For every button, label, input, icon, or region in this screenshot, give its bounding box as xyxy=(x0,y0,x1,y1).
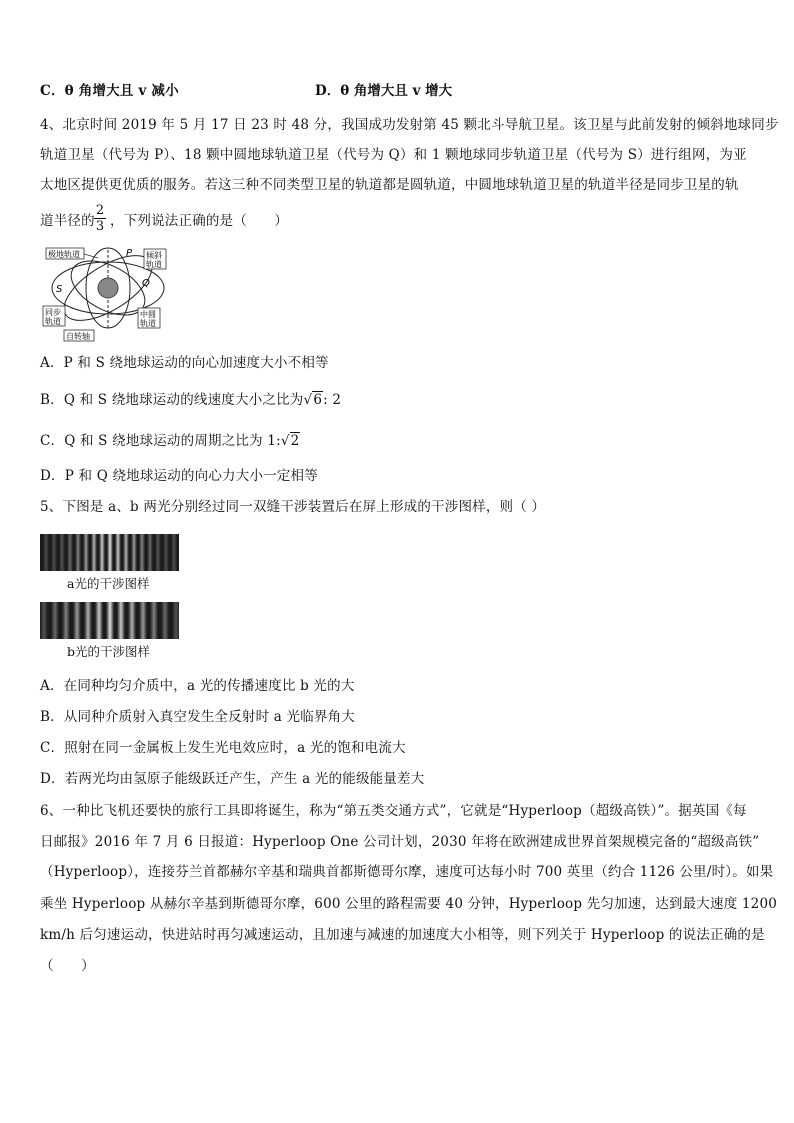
fraction-denominator: 3 xyxy=(95,219,105,234)
q5-option-c: C．照射在同一金属板上发生光电效应时，a 光的饱和电流大 xyxy=(40,740,406,756)
q4-option-b xyxy=(40,391,341,409)
bright-fringe xyxy=(40,602,48,639)
label-inclined-2: 轨道 xyxy=(146,260,162,269)
q4-option-b-ratio: : 2 xyxy=(323,392,342,408)
q6-stem-line-4: 乘坐 Hyperloop 从赫尔辛基到斯德哥尔摩，600 公里的路程需要 40 分钟，Hyperloop 先匀加速，达到最大速度 1200 xyxy=(40,896,778,912)
q4-option-c xyxy=(40,432,300,450)
label-inclined-1: 倾斜 xyxy=(146,251,162,260)
bright-fringe xyxy=(91,534,97,571)
q4-stem-line-2: 轨道卫星（代号为 P）、18 颗中圆地球轨道卫星（代号为 Q）和 1 颗地球同步轨道卫星（代号为 S）进行组网，为亚 xyxy=(40,147,747,163)
bright-fringe xyxy=(172,602,180,639)
bright-fringe xyxy=(106,602,114,639)
q5-stem: 5、下图是 a、b 两光分别经过同一双缝干涉装置后在屏上形成的干涉图样，则（ ） xyxy=(40,499,546,515)
sqrt-six-radicand: 6 xyxy=(313,392,323,408)
bright-fringe xyxy=(163,534,169,571)
bright-fringe xyxy=(150,602,158,639)
bright-fringe xyxy=(51,534,57,571)
label-p: P xyxy=(126,248,133,259)
label-q: Q xyxy=(142,278,150,289)
bright-fringe xyxy=(75,534,81,571)
bright-fringe xyxy=(128,602,136,639)
caption-a: a光的干涉图样 xyxy=(67,576,150,591)
interference-pattern-b xyxy=(40,602,179,639)
sqrt-two: √2 xyxy=(280,433,300,449)
label-mid-2: 轨道 xyxy=(140,319,156,328)
bright-fringe xyxy=(147,534,153,571)
bright-fringe xyxy=(131,534,137,571)
bright-fringe xyxy=(67,534,73,571)
bright-fringe xyxy=(59,534,65,571)
q3-option-d: D．θ 角增大且 v 增大 xyxy=(315,83,453,99)
label-sync-2: 轨道 xyxy=(45,317,61,326)
q4-option-d: D．P 和 Q 绕地球运动的向心力大小一定相等 xyxy=(40,468,318,484)
bright-fringe xyxy=(139,534,145,571)
q6-stem-line-1: 6、一种比飞机还要快的旅行工具即将诞生，称为“第五类交通方式”，它就是“Hyperloop（超级高铁）”。据英国《每 xyxy=(40,803,747,819)
q4-stem-line-4a: 道半径的 xyxy=(40,213,95,229)
bright-fringe xyxy=(161,602,169,639)
bright-fringe xyxy=(95,602,103,639)
earth xyxy=(98,278,118,298)
bright-fringe xyxy=(107,534,113,571)
bright-fringe xyxy=(155,534,161,571)
bright-fringe xyxy=(115,534,121,571)
q5-option-d: D．若两光均由氢原子能级跃迁产生，产生 a 光的能级能量差大 xyxy=(40,771,425,787)
sqrt-two-radicand: 2 xyxy=(290,433,300,449)
interference-pattern-a xyxy=(40,534,179,571)
caption-b: b光的干涉图样 xyxy=(67,644,151,659)
label-mid-1: 中圆 xyxy=(140,310,156,319)
q4-option-b-text: B．Q 和 S 绕地球运动的线速度大小之比为 xyxy=(40,392,304,408)
q4-stem-line-3: 太地区提供更优质的服务。若这三种不同类型卫星的轨道都是圆轨道，中圆地球轨道卫星的轨道半径是同步卫星的轨 xyxy=(40,177,739,193)
bright-fringe xyxy=(117,602,125,639)
bright-fringe xyxy=(51,602,59,639)
q4-stem-line-4b: ，下列说法正确的是（ ） xyxy=(110,213,289,229)
q4-option-c-text: C．Q 和 S 绕地球运动的周期之比为 1: xyxy=(40,433,281,449)
bright-fringe xyxy=(83,534,89,571)
label-sync-1: 同步 xyxy=(45,308,61,317)
bright-fringe xyxy=(43,534,49,571)
bright-fringe xyxy=(99,534,105,571)
label-polar-orbit: 极地轨道 xyxy=(48,250,80,259)
q6-stem-line-5: km/h 后匀速运动，快进站时再匀减速运动，且加速与减速的加速度大小相等，则下列关于 Hyperloop 的说法正确的是 xyxy=(40,927,765,943)
bright-fringe xyxy=(62,602,70,639)
q5-option-a: A．在同种均匀介质中，a 光的传播速度比 b 光的大 xyxy=(40,678,355,694)
sqrt-six: √6 xyxy=(303,392,323,408)
q6-stem-line-3: （Hyperloop），连接芬兰首都赫尔辛基和瑞典首都斯德哥尔摩，速度可达每小时 700 英里（约合 1126 公里/时）。如果 xyxy=(40,864,774,880)
bright-fringe xyxy=(84,602,92,639)
q4-option-a: A．P 和 S 绕地球运动的向心加速度大小不相等 xyxy=(40,355,329,371)
label-s: S xyxy=(56,284,63,295)
bright-fringe xyxy=(73,602,81,639)
q3-option-c: C．θ 角增大且 v 减小 xyxy=(40,83,179,99)
q6-stem-line-6: （ ） xyxy=(40,958,95,974)
bright-fringe xyxy=(171,534,177,571)
bright-fringe xyxy=(139,602,147,639)
q5-option-b: B．从同种介质射入真空发生全反射时 a 光临界角大 xyxy=(40,709,356,725)
fraction-numerator: 2 xyxy=(95,203,105,218)
orbit-diagram xyxy=(40,246,180,342)
q4-stem-line-1: 4、北京时间 2019 年 5 月 17 日 23 时 48 分，我国成功发射第 45 颗北斗导航卫星。该卫星与此前发射的倾斜地球同步 xyxy=(40,117,779,133)
label-rotation-axis: 自转轴 xyxy=(66,332,90,341)
bright-fringe xyxy=(123,534,129,571)
fraction-two-thirds xyxy=(93,203,107,234)
q6-stem-line-2: 日邮报》2016 年 7 月 6 日报道：Hyperloop One 公司计划，2030 年将在欧洲建成世界首架规模完备的“超级高铁” xyxy=(40,834,760,850)
